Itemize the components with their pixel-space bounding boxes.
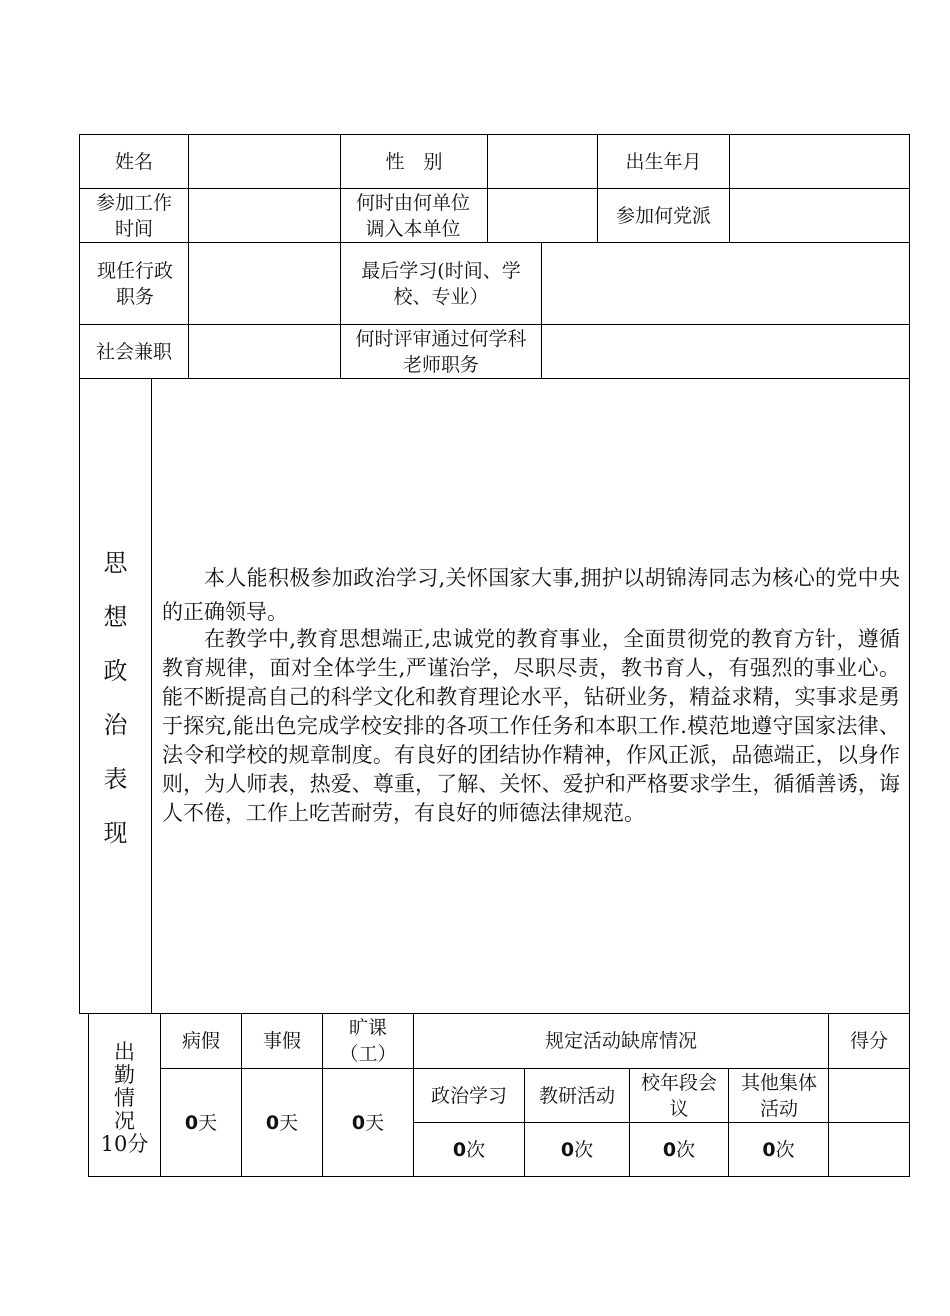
political-heading-char: 表: [103, 765, 128, 793]
political-paragraph-2: 在教学中,教育思想端正,忠诚党的教育事业，全面贯彻党的教育方针，遵循教育规律，面对全体学生,严谨治学，尽职尽责，教书育人，有强烈的事业心。能不断提高自己的科学文化和教育理论水平，钻研业务，精益求精，实事求是勇于探究,能出色完成学校安排的各项工作任务和本职工作.模范地遵守国家法律、法令和学校的规章制度。有良好的团结协作精神，作风正派，品德端正，以身作则，为人师表，热爱、尊重，了解、关怀、爱护和严格要求学生，循循善诱，诲人不倦，工作上吃苦耐劳，有良好的师德法律规范。: [162, 627, 900, 825]
admin-post-label: 现任行政职务: [96, 259, 173, 308]
activity-political-count: 0: [452, 1138, 467, 1161]
political-heading-char: 治: [103, 711, 128, 739]
political-heading: [80, 536, 151, 860]
admin-post-value[interactable]: [189, 243, 340, 324]
attendance-label-char: 勤: [114, 1062, 135, 1087]
personal-leave-count: 0: [265, 1111, 280, 1134]
name-value[interactable]: [189, 135, 340, 188]
work-start-label: 参加工作时间: [95, 191, 172, 240]
score-empty-cell[interactable]: [829, 1069, 909, 1122]
political-paragraph-1: 本人能积极参加政治学习,关怀国家大事,拥护以胡锦涛同志为核心的党中央的正确领导。: [162, 566, 900, 624]
political-heading-char: 思: [103, 549, 128, 577]
activity-other-header: 其他集体活动: [740, 1071, 817, 1120]
sick-leave-count: 0: [184, 1111, 199, 1134]
education-value[interactable]: [542, 243, 909, 324]
transfer-value[interactable]: [488, 189, 597, 242]
work-start-value[interactable]: [189, 189, 340, 242]
personal-leave-value[interactable]: [242, 1069, 322, 1176]
political-heading-char: 政: [103, 657, 128, 685]
sick-leave-header: 病假: [181, 1030, 220, 1052]
score-value-cell[interactable]: [829, 1123, 909, 1176]
times-unit: 次: [676, 1138, 696, 1161]
score-header: 得分: [849, 1030, 888, 1052]
activity-research-count: 0: [560, 1138, 575, 1161]
party-label: 参加何党派: [615, 204, 711, 227]
times-unit: 次: [466, 1138, 486, 1161]
rule: [909, 1013, 910, 1177]
activity-political-header: 政治学习: [430, 1084, 507, 1107]
activity-meeting-header: 校年段会议: [640, 1071, 717, 1120]
absent-value[interactable]: [323, 1069, 413, 1176]
rule: [151, 378, 152, 1014]
activity-research-value[interactable]: [525, 1123, 629, 1176]
times-unit: 次: [775, 1138, 795, 1161]
party-value[interactable]: [730, 189, 909, 242]
rule: [909, 134, 910, 1014]
birth-label: 出生年月: [625, 150, 702, 173]
activity-research-header: 教研活动: [538, 1084, 615, 1107]
activity-other-count: 0: [762, 1138, 776, 1161]
social-label: 社会兼职: [95, 340, 172, 363]
gender-label: 性 别: [385, 150, 443, 173]
rule: [88, 1176, 910, 1177]
political-heading-char: 现: [103, 819, 128, 847]
rule: [79, 378, 910, 379]
sick-leave-value[interactable]: [161, 1069, 241, 1176]
political-text: [162, 561, 900, 828]
activities-header: 规定活动缺席情况: [544, 1030, 697, 1052]
gender-value[interactable]: [488, 135, 597, 188]
absent-count: 0: [351, 1111, 366, 1134]
name-label: 姓名: [114, 150, 153, 173]
title-label: 何时评审通过何学科老师职务: [355, 327, 527, 376]
day-unit: 天: [279, 1111, 299, 1134]
attendance-section-label: [89, 1028, 160, 1168]
activity-political-value[interactable]: [414, 1123, 524, 1176]
personal-leave-header: 事假: [262, 1030, 301, 1052]
political-heading-char: 想: [103, 603, 128, 631]
social-value[interactable]: [189, 325, 340, 378]
absent-header: 旷课（工）: [339, 1017, 397, 1065]
education-label: 最后学习(时间、学校、专业）: [361, 259, 521, 308]
attendance-label-char: 况: [114, 1108, 135, 1133]
day-unit: 天: [198, 1111, 218, 1134]
attendance-label-char: 出: [114, 1039, 135, 1064]
day-unit: 天: [365, 1111, 385, 1134]
attendance-score-weight: 10分: [100, 1131, 149, 1156]
times-unit: 次: [574, 1138, 594, 1161]
activity-meeting-value[interactable]: [630, 1123, 728, 1176]
title-value[interactable]: [542, 325, 909, 378]
attendance-label-char: 情: [114, 1085, 135, 1110]
activity-meeting-count: 0: [662, 1138, 677, 1161]
birth-value[interactable]: [730, 135, 909, 188]
activity-other-value[interactable]: [729, 1123, 828, 1176]
transfer-label: 何时由何单位调入本单位: [355, 191, 470, 240]
